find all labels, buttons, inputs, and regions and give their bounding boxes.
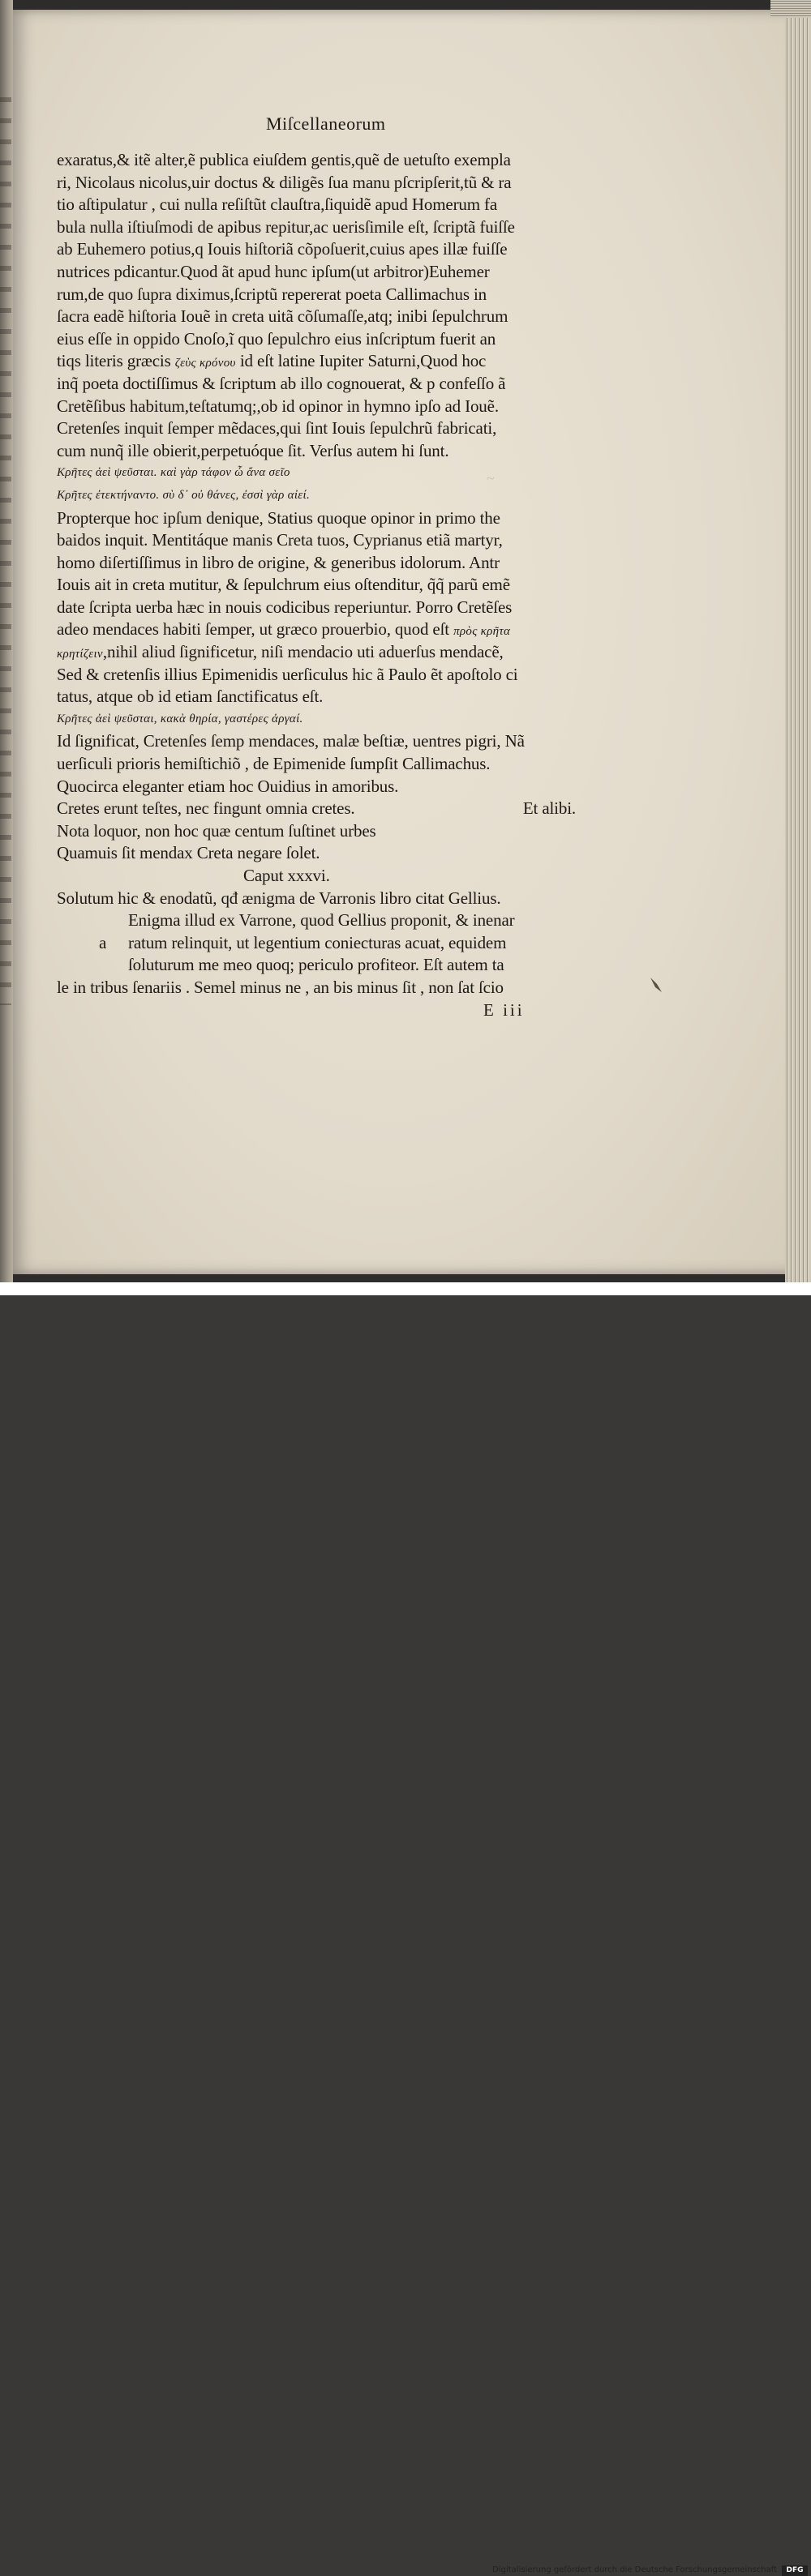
text-line: baidos inquit. Mentitáque manis Creta tuos, Cyprianus etiã martyr, xyxy=(57,530,503,550)
greek-proverb: πρὸς κρῆτα xyxy=(453,625,511,639)
chapter-summary: Solutum hic & enodatũ, qđ ænigma de Varronis libro citat Gellius. xyxy=(57,888,501,908)
text-line: Id ſignificat, Cretenſes ſemp mendaces, malæ beſtiæ, uentres pigri, Nã xyxy=(57,731,525,751)
signature-mark: E iii xyxy=(483,1000,525,1020)
text-line: Quocirca eleganter etiam hoc Ouidius in amoribus. xyxy=(57,776,399,796)
text-line: Cretenſes inquit ſemper mẽdaces,qui ſint Iouis ſepulchrũ fabricati, xyxy=(57,418,497,439)
greek-verse: Κρῆτες ἀεὶ ψεῦσται. καὶ γὰρ τάφον ὦ ἄνα σεῖο xyxy=(57,466,290,480)
text-line: ſoluturum me meo quoq; periculo profiteor. Eſt autem ta xyxy=(128,955,504,975)
text-line: tio aſtipulatur , cui nulla reſiſtũt clauſtra,ſiquidẽ apud Homerum fa xyxy=(57,195,498,215)
text-line xyxy=(57,932,576,955)
text-line: rum,de quo ſupra diximus,ſcriptũ repererat poeta Callimachus in xyxy=(57,284,487,304)
footer-credit: Digitalisierung gefördert durch die Deutsche Forschungsgemeinschaft xyxy=(492,2565,777,2574)
text-span: Et alibi. xyxy=(522,798,576,819)
text-span: adeo mendaces habiti ſemper, ut græco prouerbio, quod eſt xyxy=(57,619,449,640)
text-line: date ſcripta uerba hæc in nouis codicibus reperiuntur. Porro Cretẽſes xyxy=(57,597,513,617)
text-line: ri, Nicolaus nicolus,uir doctus & diligẽs ſua manu pſcripſerit,tũ & ra xyxy=(57,172,512,192)
greek-verse: Κρῆτες ἀεὶ ψεῦσται, κακὰ θηρία, γαστέρες ἀργαί. xyxy=(57,712,303,725)
text-line xyxy=(57,350,576,373)
text-line: uerſiculi prioris hemiſtichiõ , de Epimenide ſumpſit Callimachus. xyxy=(57,754,491,774)
text-line: tatus, atque ob id etiam ſanctificatus eſt. xyxy=(57,687,324,707)
text-line: homo diſertiſſimus in libro de origine, & generibus idolorum. Antr xyxy=(57,552,500,572)
bleed-through-text: ~ xyxy=(487,470,495,486)
text-span: ,nihil aliud ſignificetur, niſi mendacio uti aduerſus mendacẽ, xyxy=(102,642,504,662)
text-span: tiqs literis græcis xyxy=(57,351,171,371)
page-stack-top xyxy=(770,0,811,18)
text-span: Cretes erunt teſtes, nec fingunt omnia cretes. xyxy=(57,798,355,819)
text-line: Propterque hoc ipſum denique, Statius quoque opinor in primo the xyxy=(57,507,500,528)
text-line xyxy=(57,641,576,664)
text-line xyxy=(57,618,576,641)
text-line: ſacra eadẽ hiſtoria Iouẽ in creta uitã cõſumaſſe,atq; inibi ſepulchrum xyxy=(57,306,508,327)
verse-line: Quamuis ſit mendax Creta negare ſolet. xyxy=(57,843,320,863)
text-span: ratum relinquit, ut legentium coniecturas acuat, equidem xyxy=(128,932,507,952)
body-text xyxy=(57,149,576,999)
text-line: Cretẽſibus habitum,teſtatumq;,ob id opinor in hymno ipſo ad Iouẽ. xyxy=(57,396,499,416)
text-line: nutrices pdicantur.Quod ãt apud hunc ipſum(ut arbitror)Euhemer xyxy=(57,261,490,281)
margin-letter: a xyxy=(99,932,107,952)
greek-inscription: ζεὺς κρόνου xyxy=(174,357,236,370)
text-line: Sed & cretenſis illius Epimenidis uerſiculus hic ã Paulo ẽt apoſtolo ci xyxy=(57,664,518,684)
running-head: Miſcellaneorum xyxy=(266,113,386,134)
text-line: Iouis ait in creta mutitur, & ſepulchrum eius oſtenditur, q̃q̃ parũ emẽ xyxy=(57,575,510,595)
page-stack-edges xyxy=(785,0,811,1282)
text-span: id eſt latine Iupiter Saturni,Quod hoc xyxy=(239,351,487,371)
facing-page-edge xyxy=(0,0,13,1282)
text-line: bula nulla iſtiuſmodi de apibus repitur,ac uerisſimile eſt, ſcriptã fuiſſe xyxy=(57,216,515,237)
text-line: le in tribus ſenariis . Semel minus ne , an bis minus ſit , non ſat ſcio xyxy=(57,977,504,997)
scan-background xyxy=(0,0,811,1282)
footer-strip xyxy=(0,1282,811,2574)
text-line: ab Euhemero potius,q Iouis hiſtoriã cõpoſuerit,cuius apes illæ fuiſſe xyxy=(57,239,508,259)
dfg-logo: DFG xyxy=(782,2565,808,2576)
verse-line xyxy=(57,798,576,820)
text-line: cum nunq̃ ille obierit,perpetuóque ſit. Verſus autem hi ſunt. xyxy=(57,440,449,460)
text-line: eius eſſe in oppido Cnoſo,ĩ quo ſepulchro eius inſcriptum fuerit an xyxy=(57,328,496,349)
text-line: exaratus,& itẽ alter,ẽ publica eiuſdem gentis,quẽ de uetuſto exempla xyxy=(57,150,511,169)
text-line: Enigma illud ex Varrone, quod Gellius proponit, & inenar xyxy=(128,910,515,931)
chapter-heading: Caput xxxvi. xyxy=(243,866,330,885)
verse-line: Nota loquor, non hoc quæ centum ſuſtinet urbes xyxy=(57,820,376,841)
text-line: inq̃ poeta doctiſſimus & ſcriptum ab illo cognouerat, & p confeſſo ã xyxy=(57,373,506,393)
ink-stain xyxy=(649,976,663,994)
greek-proverb: κρητίζειν xyxy=(57,648,103,661)
greek-verse: Κρῆτες ἐτεκτήναντο. σὺ δ᾽ οὐ θάνες, ἐσσὶ γὰρ αἰεί. xyxy=(57,488,311,502)
